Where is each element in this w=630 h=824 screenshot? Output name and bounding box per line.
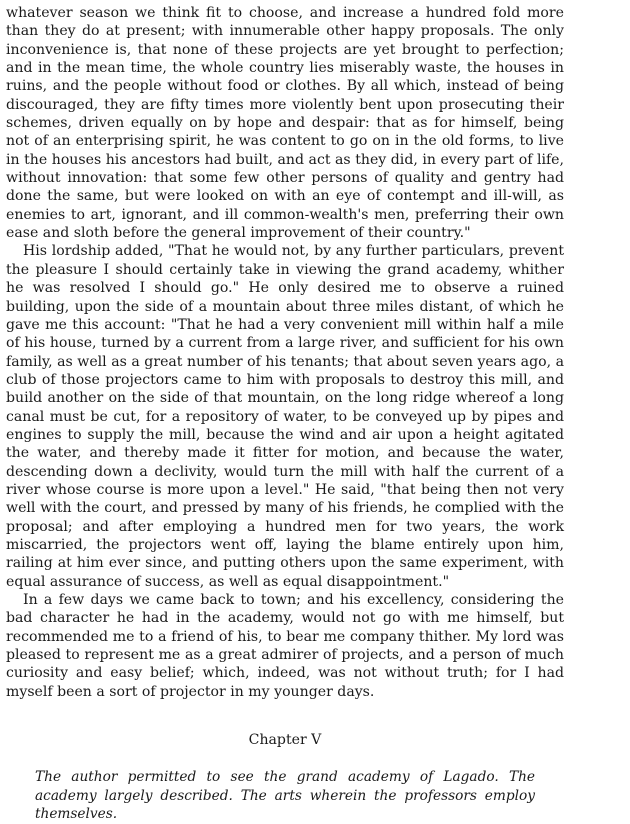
paragraph-return-to-town: In a few days we came back to town; and his excellency, considering the bad character he had in the academy, would not go with me himself, but recommended me to a friend of his, to bear me company thither. My lord was pleased to represent me as a great admirer of projects, and a person of much curiosity and easy belief; which, indeed, was not without truth; for I had myself been a sort of projector in my younger days. [6, 592, 564, 700]
chapter-summary: The author permitted to see the grand academy of Lagado. The academy largely described. The arts wherein the professors employ themselves. [35, 769, 535, 823]
paragraph-lordship-account: His lordship added, "That he would not, by any further particulars, prevent the pleasure I should certainly take in viewing the grand academy, whither he was resolved I should go." He only desired me to observe a ruined building, upon the side of a mountain about three miles distant, of which he gave me this account: "That he had a very convenient mill within half a mile of his house, turned by a current from a large river, and sufficient for his own family, as well as a great number of his tenants; that about seven years ago, a club of those projectors came to him with proposals to destroy this mill, and build another on the side of that mountain, on the long ridge whereof a long canal must be cut, for a repository of water, to be conveyed up by pipes and engines to supply the mill, because the wind and air upon a height agitated the water, and thereby made it fitter for motion, and because the water, descending down a declivity, would turn the mill with half the current of a river whose course is more upon a level." He said, "that being then not very well with the court, and pressed by many of his friends, he complied with the proposal; and after employing a hundred men for two years, the work miscarried, the projectors went off, laying the blame entirely upon him, railing at him ever since, and putting others upon the same experiment, with equal assurance of success, as well as equal disappointment." [6, 243, 564, 590]
chapter-heading: Chapter V [248, 732, 322, 749]
paragraph-continuation: whatever season we think fit to choose, and increase a hundred fold more than they do at present; with innumerable other happy proposals. The only inconvenience is, that none of these projects are yet brought to perfection; and in the mean time, the whole country lies miserably waste, the houses in ruins, and the people without food or clothes. By all which, instead of being discouraged, they are fifty times more violently bent upon prosecuting their schemes, driven equally on by hope and despair: that as for himself, being not of an enterprising spirit, he was content to go on in the old forms, to live in the houses his ancestors had built, and act as they did, in every part of life, without innovation: that some few other persons of quality and gentry had done the same, but were looked on with an eye of contempt and ill-will, as enemies to art, ignorant, and ill common-wealth's men, preferring their own ease and sloth before the general improvement of their country." [6, 5, 564, 242]
book-page [6, 4, 564, 824]
